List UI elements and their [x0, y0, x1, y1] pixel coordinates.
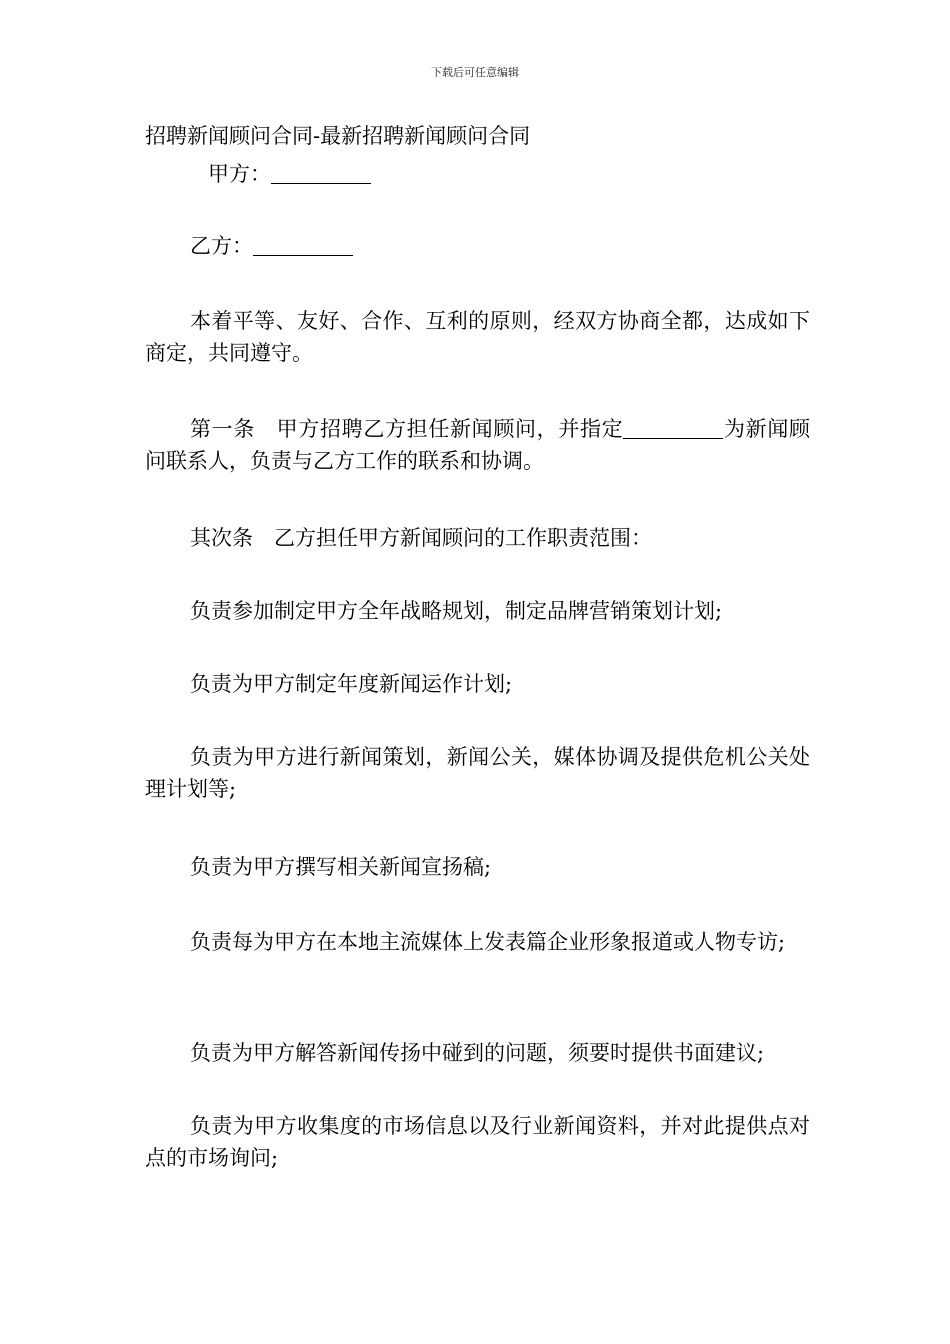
article-1-prefix: 第一条 甲方招聘乙方担任新闻顾问，并指定	[190, 417, 624, 441]
party-a-blank[interactable]	[271, 161, 371, 184]
document-title: 招聘新闻顾问合同-最新招聘新闻顾问合同	[145, 124, 531, 148]
intro-paragraph: 本着平等、友好、合作、互利的原则，经双方协商全都，达成如下商定，共同遵守。	[145, 309, 810, 365]
article-2-paragraph: 其次条 乙方担任甲方新闻顾问的工作职责范围：	[190, 526, 652, 550]
liaison-blank[interactable]	[623, 416, 723, 439]
party-b-blank[interactable]	[253, 233, 353, 256]
party-b-line	[190, 230, 353, 262]
duty-item: 负责参加制定甲方全年战略规划，制定品牌营销策划计划;	[190, 599, 723, 623]
duty-item: 负责为甲方收集度的市场信息以及行业新闻资料，并对此提供点对点的市场询问;	[145, 1114, 810, 1170]
party-a-line	[208, 158, 371, 190]
party-b-label: 乙方：	[190, 234, 253, 258]
duty-item: 负责为甲方进行新闻策划，新闻公关，媒体协调及提供危机公关处理计划等;	[145, 745, 810, 801]
party-a-label: 甲方：	[208, 162, 271, 186]
duty-item: 负责为甲方制定年度新闻运作计划;	[190, 672, 513, 696]
duty-item: 负责为甲方撰写相关新闻宣扬稿;	[190, 855, 492, 879]
duty-item: 负责为甲方解答新闻传扬中碰到的问题，须要时提供书面建议;	[190, 1041, 765, 1065]
article-1-suffix: 为新闻顾问联系人，负责与乙方工作的联系和协调。	[145, 417, 811, 473]
article-1-paragraph	[145, 413, 810, 477]
duty-item: 负责每为甲方在本地主流媒体上发表篇企业形象报道或人物专访;	[190, 930, 786, 954]
page-header-note: 下载后可任意编辑	[431, 66, 519, 79]
